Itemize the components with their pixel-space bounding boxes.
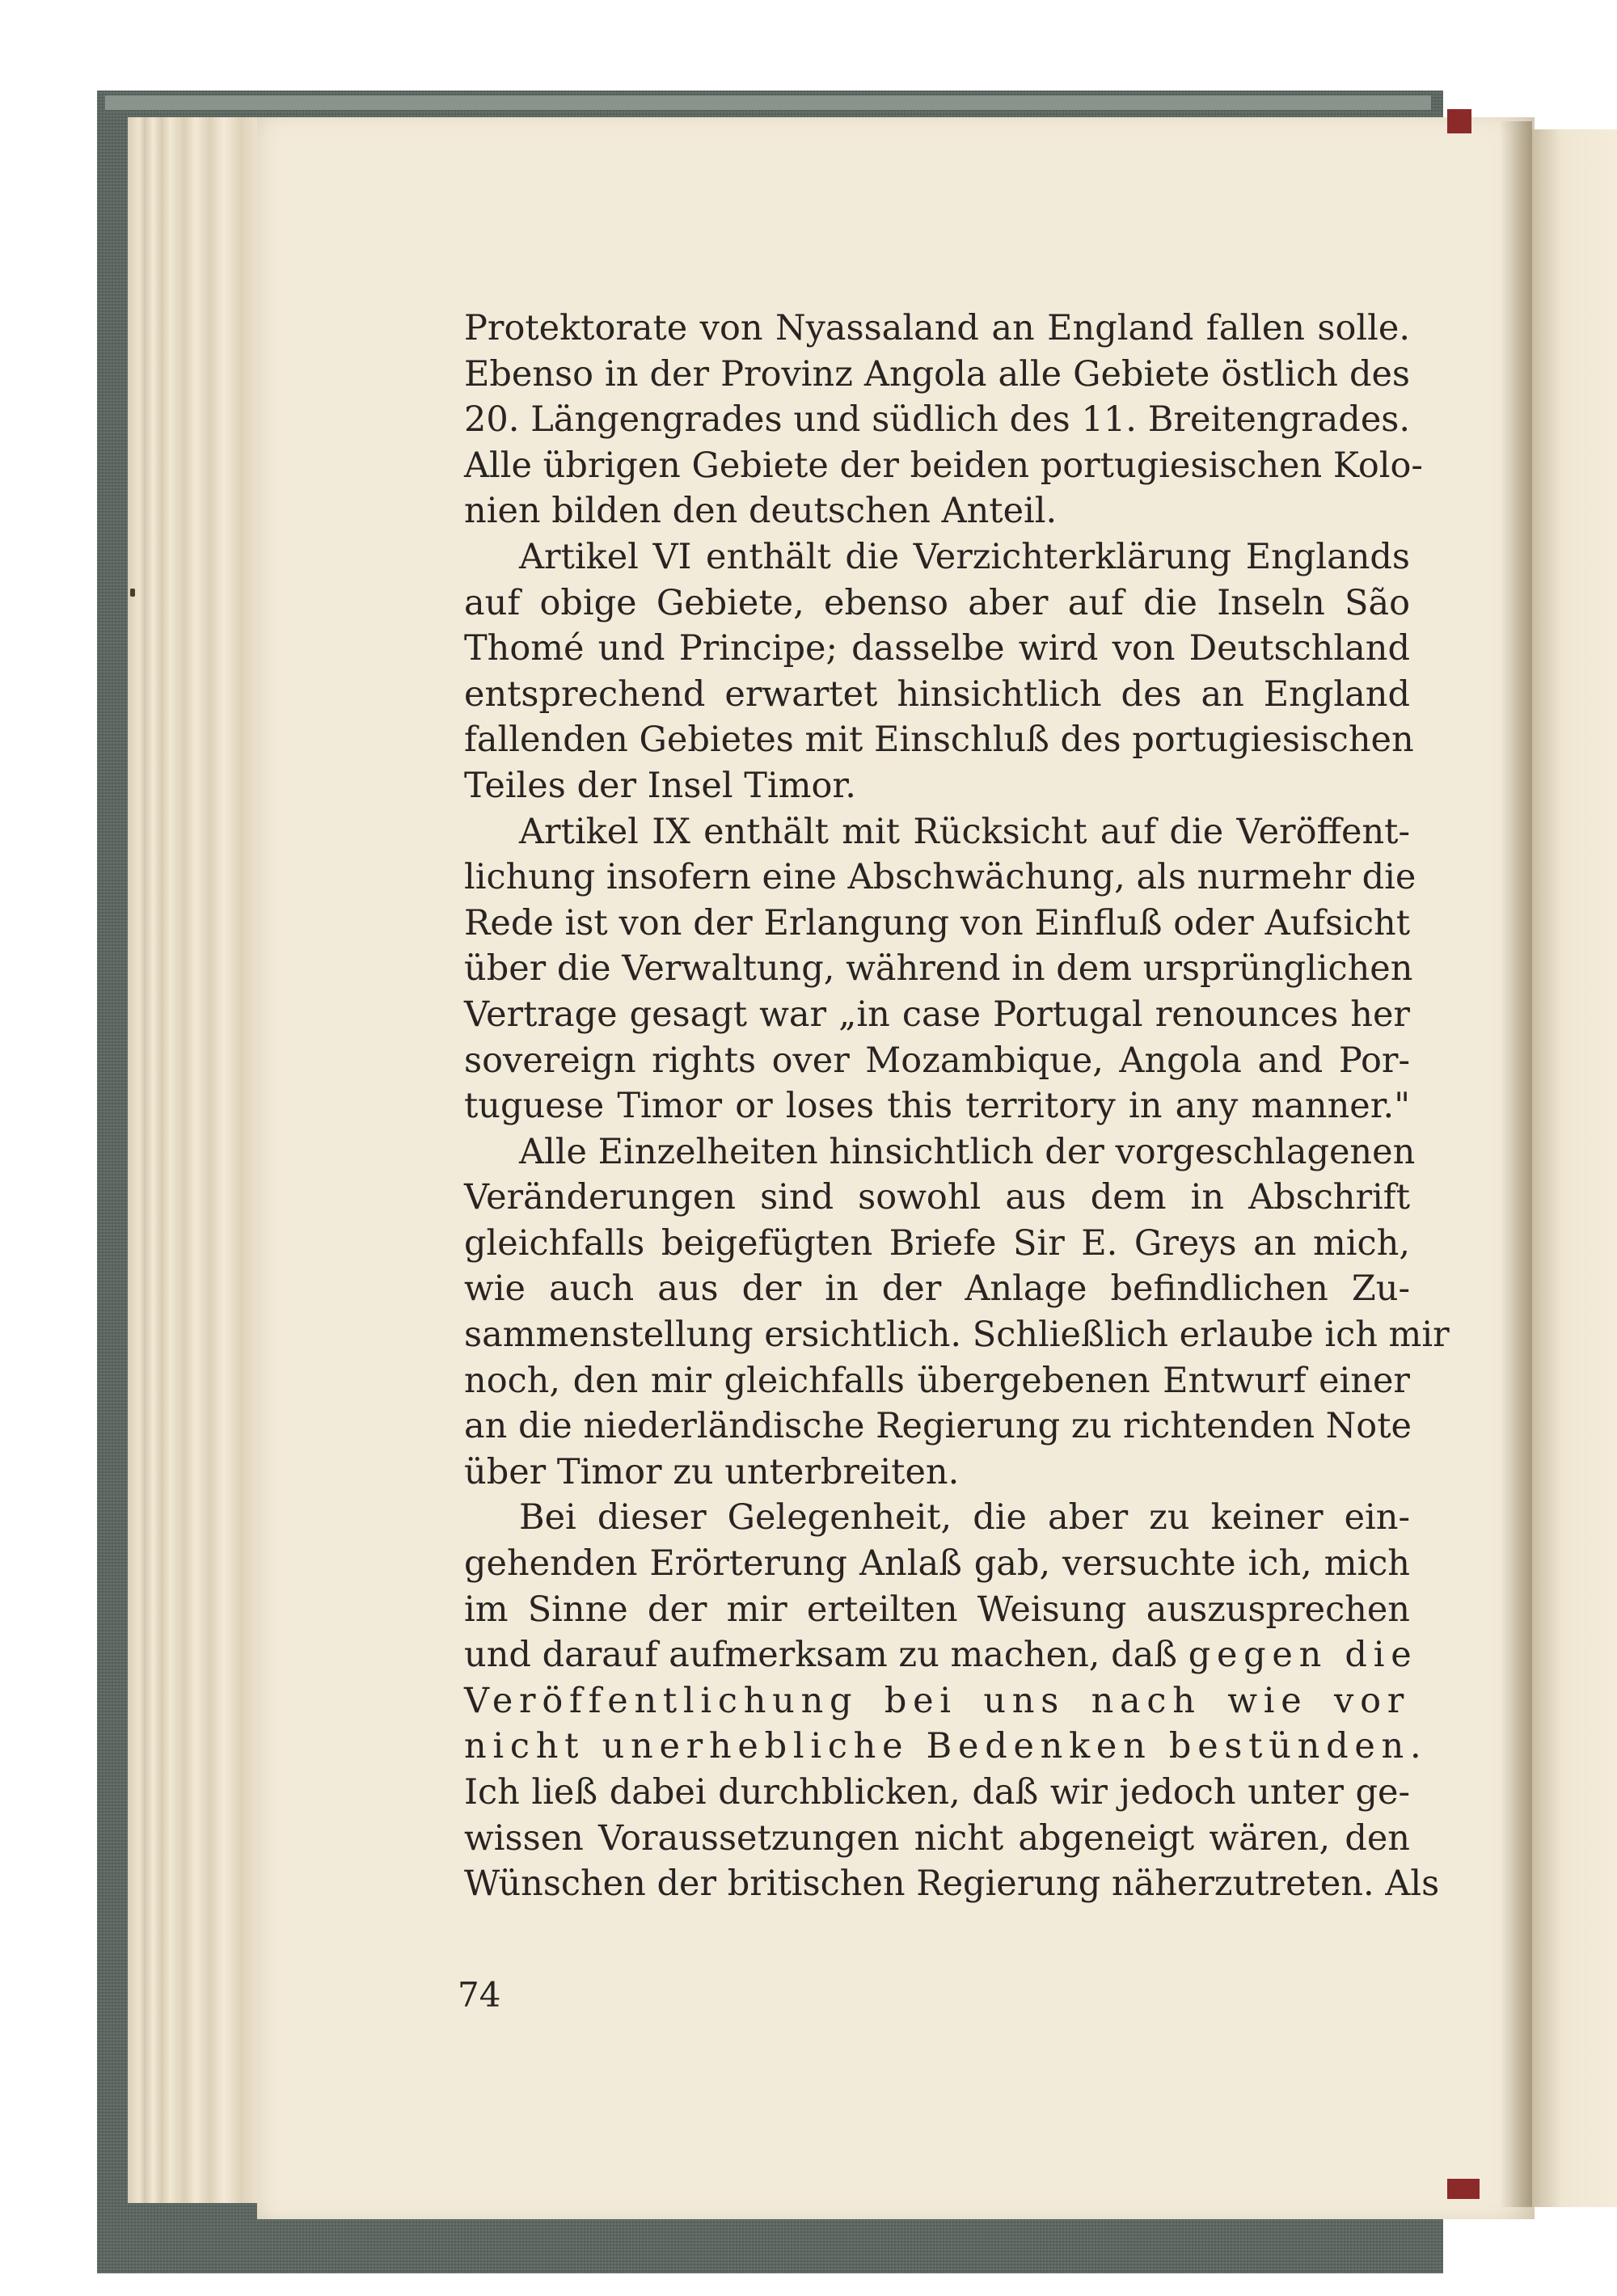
text-line: Alle übrigen Gebiete der beiden portugiesischen Kolo- (464, 445, 1423, 486)
text-line: Bei dieser Gelegenheit, die aber zu keiner ein- (519, 1497, 1410, 1538)
text-line: Alle Einzelheiten hinsichtlich der vorgeschlagenen (519, 1131, 1416, 1172)
text-line: Protektorate von Nyassaland an England fallen solle. (464, 308, 1410, 348)
cover-edge (105, 95, 1431, 110)
text-line: Ebenso in der Provinz Angola alle Gebiete östlich des (464, 353, 1410, 395)
text-line: wie auch aus der in der Anlage befindlichen Zu- (464, 1268, 1410, 1310)
text-line: lichung insofern eine Abschwächung, als nurmehr die (464, 857, 1416, 898)
text-line: wissen Voraussetzungen nicht abgeneigt wären, den (464, 1817, 1410, 1859)
text-line: im Sinne der mir erteilten Weisung auszusprechen (464, 1589, 1410, 1630)
text-line: Ich ließ dabei durchblicken, daß wir jedoch unter ge- (464, 1772, 1410, 1813)
text-line: Thomé und Principe; dasselbe wird von Deutschland (464, 628, 1410, 669)
text-line: 20. Längengrades und südlich des 11. Breitengrades. (464, 399, 1410, 441)
text-line: Teiles der Insel Timor. (464, 765, 856, 806)
text-line: über Timor zu unterbreiten. (464, 1451, 960, 1492)
text-line: noch, den mir gleichfalls übergebenen Entwurf einer (464, 1360, 1410, 1401)
cover-corner-bottom (1447, 2179, 1480, 2199)
spaced-emphasis-line: Veröffentlichung bei uns nach wie vor (464, 1680, 1410, 1721)
facing-page-edge (1532, 129, 1617, 2207)
text-line: Artikel IX enthält mit Rücksicht auf die Veröffent- (519, 811, 1410, 852)
text-line: über die Verwaltung, während in dem ursprünglichen (464, 948, 1413, 990)
text-line: Veränderungen sind sowohl aus dem in Abschrift (464, 1177, 1410, 1218)
text-line: sammenstellung ersichtlich. Schließlich erlaube ich mir (464, 1315, 1450, 1356)
text-line: entsprechend erwartet hinsichtlich des an England (464, 673, 1410, 715)
cover-corner-top (1447, 109, 1471, 133)
text-line: Wünschen der britischen Regierung näherzutreten. Als (464, 1863, 1440, 1905)
text-line: sovereign rights over Mozambique, Angola and Por- (464, 1040, 1410, 1081)
page-stack-edges (128, 117, 269, 2203)
text-line: nien bilden den deutschen Anteil. (464, 491, 1058, 532)
page-number: 74 (458, 1975, 501, 2015)
text-line: an die niederländische Regierung zu richtenden Note (464, 1406, 1412, 1447)
text-line-mixed (464, 1632, 1418, 1678)
text-line-part: und darauf aufmerksam zu machen, daß (464, 1635, 1178, 1676)
text-line: tuguese Timor or loses this territory in any manner." (464, 1086, 1410, 1127)
text-line: auf obige Gebiete, ebenso aber auf die Inseln São (464, 582, 1410, 623)
page-text (464, 306, 1450, 1907)
text-line: gleichfalls beigefügten Briefe Sir E. Greys an mich, (464, 1222, 1410, 1264)
text-line: fallenden Gebietes mit Einschluß des portugiesischen (464, 720, 1414, 761)
text-line: gehenden Erörterung Anlaß gab, versuchte ich, mich (464, 1543, 1410, 1585)
page-gutter-shadow (1500, 121, 1532, 2207)
text-line: Rede ist von der Erlangung von Einfluß oder Aufsicht (464, 902, 1410, 943)
spaced-emphasis-line: nicht unerhebliche Bedenken bestünden. (464, 1726, 1428, 1767)
text-line: Artikel VI enthält die Verzichterklärung Englands (519, 536, 1410, 577)
page-margin-mark (130, 589, 135, 597)
text-line: Vertrage gesagt war „in case Portugal renounces her (464, 994, 1410, 1035)
spaced-emphasis: gegen die (1188, 1635, 1418, 1676)
